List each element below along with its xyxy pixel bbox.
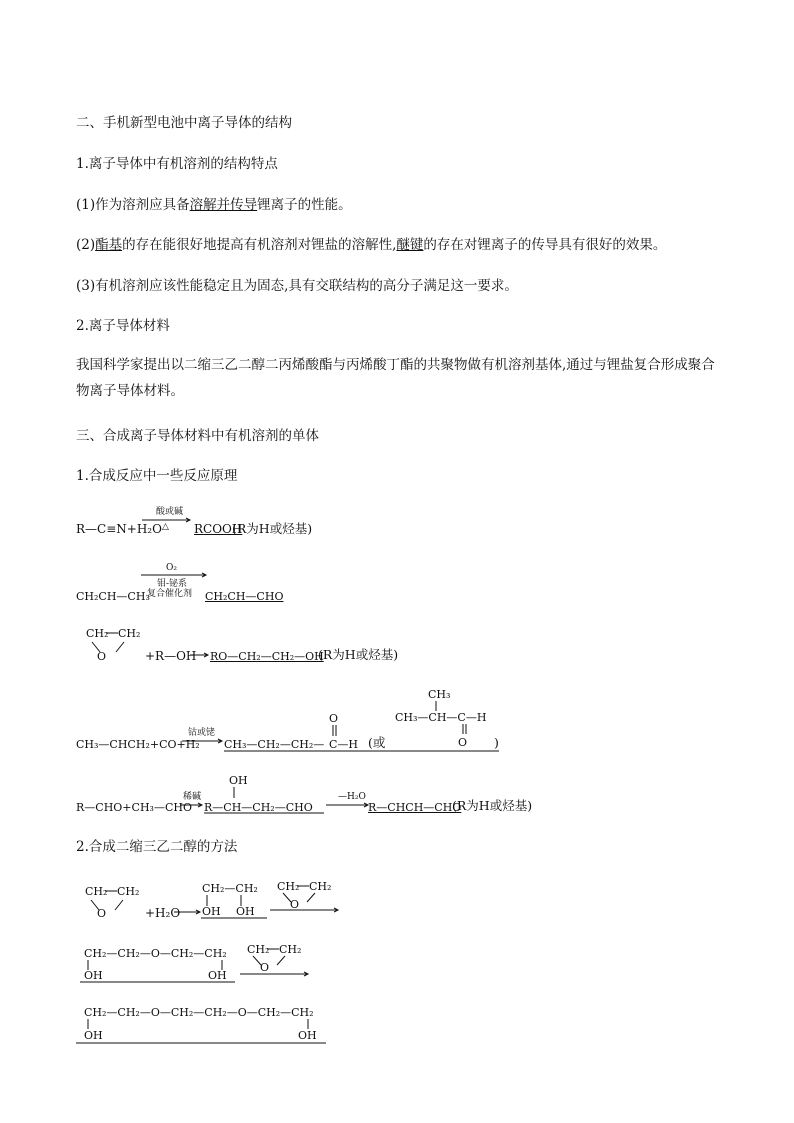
subheading-organic-solvent: 1.离子导体中有机溶剂的结构特点 <box>76 156 278 172</box>
s2-water: +H₂O <box>145 906 181 920</box>
s2-glycol-oh1: OH <box>202 905 221 918</box>
r3-product: RO—CH₂—CH₂—OH <box>210 650 324 663</box>
s2-triethylene-bonds <box>86 1018 326 1032</box>
r1-product: RCOOH <box>194 522 243 536</box>
s2-reagent-epoxide-o: O <box>290 898 300 911</box>
r3-reagent: +R—OH <box>145 649 197 663</box>
r4-arrow <box>182 739 224 745</box>
s2-epoxide-bonds <box>85 888 135 918</box>
r4-underline <box>224 750 504 754</box>
r2-condition-bottom: 复合催化剂 <box>147 589 193 599</box>
r1-note: (R为H或烃基) <box>232 521 313 536</box>
r3-epoxide-left: CH₂ <box>86 627 109 640</box>
r3-epoxide-bonds <box>86 630 136 660</box>
subheading-method: 2.合成二缩三乙二醇的方法 <box>76 839 238 855</box>
r4-close: ) <box>494 735 499 750</box>
r5-intermediate: R—CH—CH₂—CHO <box>204 801 313 814</box>
r5-intermediate-underline <box>204 812 328 816</box>
s2-epoxide-left: CH₂ <box>85 885 108 898</box>
s2-epoxide-o: O <box>97 907 107 920</box>
s2-triethylene: CH₂—CH₂—O—CH₂—CH₂—O—CH₂—CH₂ <box>84 1006 314 1019</box>
s2-triethylene-oh1: OH <box>84 1029 103 1042</box>
item-3: (3)有机溶剂应该性能稳定且为固态,具有交联结构的高分子满足这一要求。 <box>76 278 518 294</box>
item-1: (1)作为溶剂应具备溶解并传导锂离子的性能。 <box>76 197 352 213</box>
r4-reactant: CH₃—CHCH₂+CO+H₂ <box>76 738 200 751</box>
r1-reactant: R—C≡N+H₂O <box>76 522 162 536</box>
r5-condition-top: 稀碱 <box>183 792 202 802</box>
r4-alt-ch3: CH₃ <box>428 688 451 701</box>
r3-epoxide-o: O <box>97 650 107 663</box>
r4-alt-o: O <box>458 736 468 749</box>
r3-note: (R为H或烃基) <box>318 647 399 662</box>
s2-arrow-3 <box>240 972 312 978</box>
s2-reagent-epoxide-right: CH₂ <box>309 880 332 893</box>
section-heading-3: 三、合成离子导体材料中有机溶剂的单体 <box>76 428 319 444</box>
s2-reagent2-epoxide-o: O <box>260 961 270 974</box>
r4-alt-chain: CH₃—CH—C—H <box>395 711 487 724</box>
r5-intermediate-oh: OH <box>229 774 248 787</box>
item-2: (2)酯基的存在能很好地提高有机溶剂对锂盐的溶解性,醚键的存在对锂离子的传导具有很好的效果。 <box>76 237 667 253</box>
r3-epoxide-right: CH₂ <box>118 627 141 640</box>
subheading-material: 2.离子导体材料 <box>76 318 170 334</box>
r4-product-chain: CH₃—CH₂—CH₂— <box>224 738 325 751</box>
s2-reagent2-epoxide-left: CH₂ <box>247 943 270 956</box>
s2-arrow-2 <box>270 908 342 914</box>
r5-reactant: R—CHO+CH₃—CHO <box>76 801 192 814</box>
r4-condition-top: 钴或铑 <box>188 728 216 738</box>
s2-arrow-1 <box>174 910 202 916</box>
r4-product-o: O <box>329 712 339 725</box>
s2-triethylene-oh2: OH <box>298 1029 317 1042</box>
r4-or: (或 <box>368 735 386 750</box>
s2-reagent-epoxide-left: CH₂ <box>277 880 300 893</box>
r5-intermediate-bond <box>232 786 238 800</box>
r1-condition-bottom: △ <box>162 522 169 532</box>
r2-product: CH₂CH—CHO <box>205 590 284 603</box>
s2-diethylene-oh1: OH <box>84 969 103 982</box>
r1-condition-top: 酸或碱 <box>156 507 184 517</box>
r2-condition-top: O₂ <box>166 563 177 573</box>
s2-diethylene-underline <box>80 981 240 985</box>
r5-note: (R为H或烃基) <box>452 798 533 813</box>
r5-product: R—CHCH—CHO <box>368 801 462 814</box>
s2-glycol-underline <box>201 917 271 921</box>
section-heading-2: 二、手机新型电池中离子导体的结构 <box>76 115 292 131</box>
r5-arrow2 <box>326 803 370 809</box>
s2-epoxide-right: CH₂ <box>117 885 140 898</box>
r3-arrow <box>190 653 210 659</box>
r4-product-ch: C—H <box>329 738 359 751</box>
r5-condition2-top: —H₂O <box>338 792 366 802</box>
r2-reactant: CH₂CH—CH₃ <box>76 590 150 603</box>
r2-condition-mid: 钼-铋系 <box>157 579 188 589</box>
r4-product-double-bond <box>330 724 340 738</box>
s2-diethylene: CH₂—CH₂—O—CH₂—CH₂ <box>84 947 227 960</box>
s2-glycol-top: CH₂—CH₂ <box>202 882 258 895</box>
s2-glycol-oh2: OH <box>236 905 255 918</box>
r5-arrow <box>180 803 204 809</box>
subheading-reactions: 1.合成反应中一些反应原理 <box>76 468 238 484</box>
s2-reagent2-epoxide-right: CH₂ <box>279 943 302 956</box>
material-paragraph: 我国科学家提出以二缩三乙二醇二丙烯酸酯与丙烯酸丁酯的共聚物做有机溶剂基体,通过与锂盐复合形成聚合物离子导体材料。 <box>76 357 715 399</box>
s2-diethylene-oh2: OH <box>208 969 227 982</box>
s2-triethylene-underline <box>76 1042 332 1046</box>
